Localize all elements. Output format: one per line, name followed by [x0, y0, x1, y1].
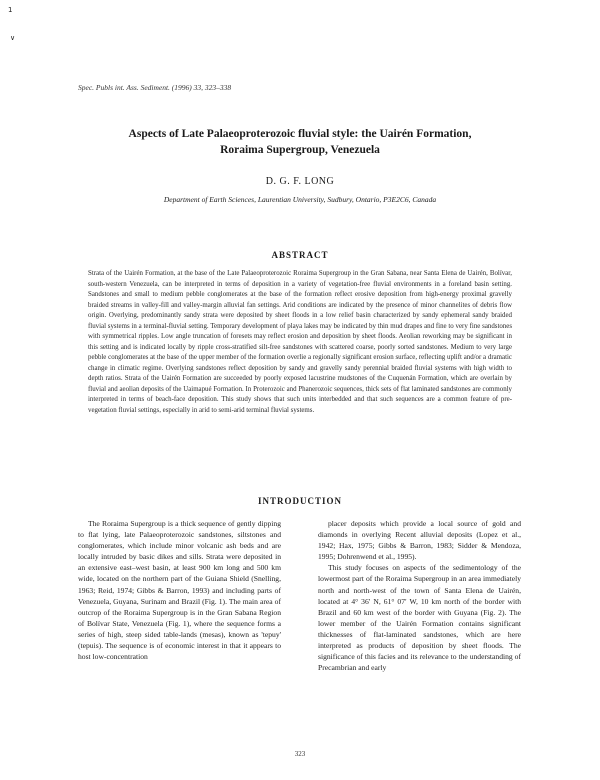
paper-title-line-2: Roraima Supergroup, Venezuela [220, 144, 380, 156]
introduction-heading: INTRODUCTION [257, 496, 342, 506]
abstract-text: Strata of the Uairén Formation, at the base of the Late Palaeoproterozoic Roraima Supergroup in the Gran Sabana, near Santa Elena de Uairén, Bolívar, south-western Venezuela, can be interpreted in terms of deposition in a variety of vegetation-free fluvial environments in a foreland basin setting. Sandstones and small to medium pebble conglomerates at the base of the formation reflect erosive deposition from high-energy proximal gravelly braided streams in valley-fill and valley-margin alluvial fan settings. Arid conditions are indicated by the presence of minor channelites of debris flow origin. Overlying, predominantly sandy strata were deposited by sheet floods in a low relief basin characterized by sandy ephemeral sandy braided fluvial systems in a terminal-fluvial setting. Temporary development of playa lakes may be indicated by thin mud drapes and fine to very fine sandstones with symmetrical ripples. Low angle truncation of foresets may reflect erosion and deposition by sheet floods. Aeolian reworking may be significant in this setting and is indicated locally by ripple cross-stratified silt-free sandstones with scattered coarse, poorly sorted sandstones. Medium to very large pebble conglomerates at the base of the upper member of the formation overlie a regionally significant erosion surface, reflecting uplift and/or a dramatic change in climatic regime. Overlying sandstones reflect deposition by sandy and gravelly sandy perennial braided fluvial systems with high width to depth ratios. Strata of the Uairén Formation are succeeded by poorly exposed lacustrine mudstones of the Cuquenán Formation, which are overlain by fluvial and aeolian deposits of the Uaimapué Formation. In Proterozoic and Phanerozoic sequences, thick sets of flat laminated sandstones are commonly interpreted in terms of beach-face deposition. This study shows that such units interbedded and that such sequences are a common feature of pre-vegetation fluvial settings, especially in arid to semi-arid terminal fluvial systems. [88, 270, 512, 414]
author-name: D. G. F. LONG [265, 176, 335, 187]
abstract-heading: ABSTRACT [271, 250, 329, 260]
scan-mark-top: 1 [8, 6, 13, 14]
page-number: 323 [294, 750, 306, 758]
introduction-left-column: The Roraima Supergroup is a thick sequence of gently dipping to flat lying, late Palaeoproterozoic sandstones, siltstones and conglomerates, which include minor volcanic ash beds and are locally intruded by basic dikes and sills. Strata were deposited in an extensive east–west basin, at least 900 km long and 500 km wide, located on the northern part of the Guiana Shield (Snelling, 1963; Reid, 1974; Gibbs & Barron, 1993) and including parts of Venezuela, Guyana, Surinam and Brazil (Fig. 1). The main area of outcrop of the Roraima Supergroup is in the Gran Sabana Region of Bolívar State, Venezuela (Fig. 1), where the sequence forms a series of high, steep sided table-lands (mesas), known as 'tepuy' (tepuis). The sequence is of economic interest in that it appears to host low-concentration [78, 519, 281, 662]
author-affiliation: Department of Earth Sciences, Laurentian University, Sudbury, Ontario, P3E2C6, Canada [163, 195, 437, 204]
introduction-right-column [318, 518, 521, 673]
introduction-paragraph: This study focuses on aspects of the sedimentology of the lowermost part of the Roraima Supergroup in an area immediately north and north-west of the town of Santa Elena de Uairén, located at 4° 36′ N, 61° 07′ W, 10 km north of the border with Brazil and 60 km west of the border with Guyana (Fig. 2). The lower member of the Uairén Formation contains significant thicknesses of flat-laminated sandstones, which are here interpreted as products of deposition by sheet floods. The significance of this facies and its relevance to the understanding of Precambrian and early [318, 563, 521, 673]
paper-title-line-1: Aspects of Late Palaeoproterozoic fluvial style: the Uairén Formation, [128, 128, 472, 140]
scan-mark-bottom: ∨ [10, 34, 16, 42]
journal-reference: Spec. Publs int. Ass. Sediment. (1996) 33, 323–338 [78, 83, 232, 92]
introduction-paragraph: placer deposits which provide a local source of gold and diamonds in overlying Recent alluvial deposits (Lopez et al., 1942; Hax, 1975; Gibbs & Barron, 1983; Sidder & Mendoza, 1995; Dohrenwend et al., 1995). [318, 519, 521, 562]
